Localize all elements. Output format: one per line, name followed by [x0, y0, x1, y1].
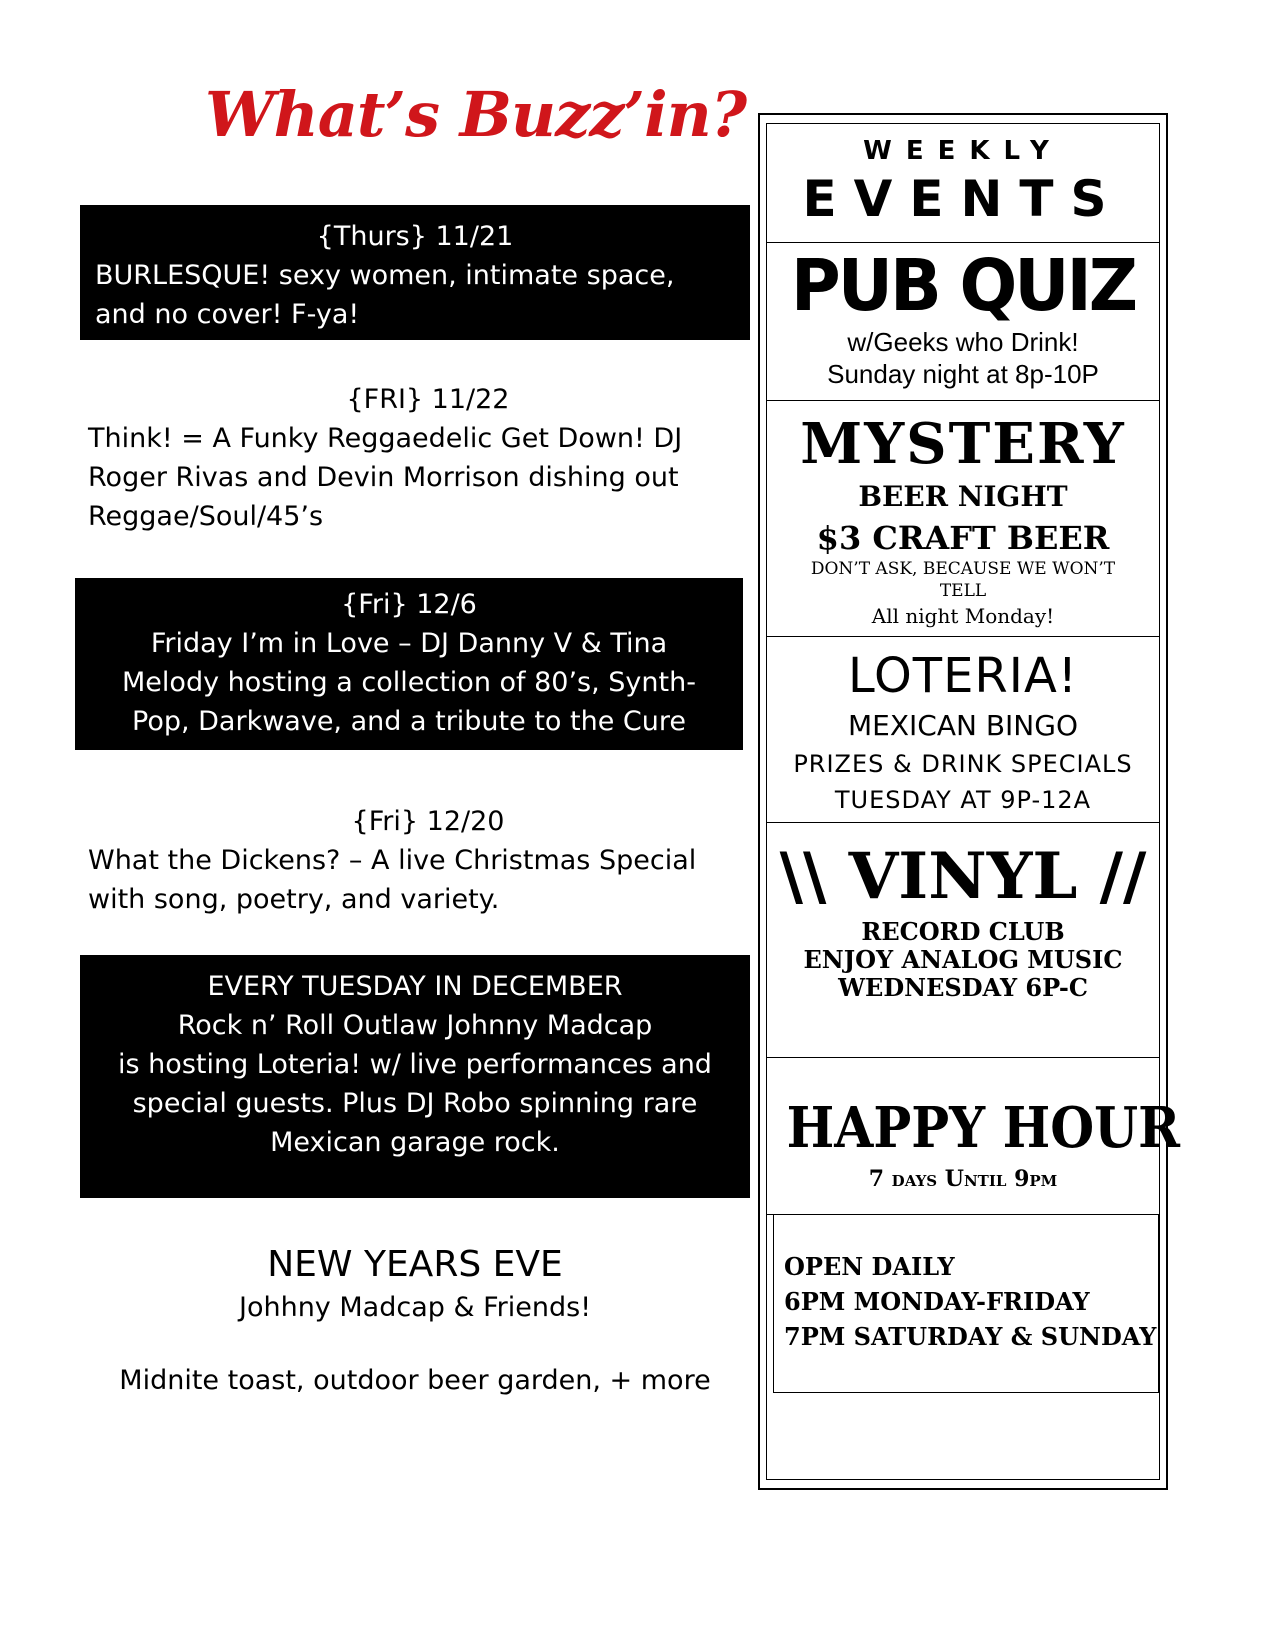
- pub-quiz-title: PUB QUIZ: [790, 245, 1136, 328]
- hours-line: 7PM SATURDAY & SUNDAY: [784, 1322, 1157, 1351]
- happy-hour-line: 7 days Until 9pm: [868, 1166, 1058, 1192]
- mystery-beer-section: [767, 400, 1159, 637]
- mystery-line: All night Monday!: [871, 604, 1055, 628]
- happy-hour-section: [767, 1057, 1181, 1215]
- event-line: is hosting Loteria! w/ live performances and: [118, 1049, 712, 1080]
- vinyl-line: RECORD CLUB: [861, 917, 1065, 946]
- weekly-events-panel: [758, 113, 1181, 1490]
- event-date: EVERY TUESDAY IN DECEMBER: [207, 971, 623, 1002]
- event-line: Midnite toast, outdoor beer garden, + more: [119, 1365, 711, 1396]
- mystery-line: $3 CRAFT BEER: [816, 519, 1110, 557]
- event-line: Friday I’m in Love – DJ Danny V & Tina: [150, 628, 668, 659]
- events-heading: EVENTS: [802, 170, 1124, 228]
- mystery-line: DON’T ASK, BECAUSE WE WON’T: [810, 559, 1116, 579]
- loteria-line: MEXICAN BINGO: [848, 709, 1078, 742]
- event-new-years-eve: [80, 1242, 750, 1400]
- mystery-title: MYSTERY: [800, 411, 1126, 477]
- event-line: Roger Rivas and Devin Morrison dishing out: [88, 462, 679, 493]
- event-line: Melody hosting a collection of 80’s, Synth-: [122, 667, 696, 698]
- event-fri-126: [75, 578, 743, 750]
- loteria-title: LOTERIA!: [847, 648, 1079, 704]
- vinyl-section: [767, 822, 1159, 1058]
- event-date: {Fri} 12/20: [351, 806, 505, 837]
- happy-hour-title: HAPPY HOUR: [786, 1095, 1181, 1161]
- pub-quiz-line: Sunday night at 8p-10P: [827, 359, 1099, 389]
- mystery-line: TELL: [939, 581, 987, 601]
- event-line: Rock n’ Roll Outlaw Johnny Madcap: [177, 1010, 653, 1041]
- pub-quiz-section: [767, 242, 1159, 401]
- page-title: What’s Buzz’in?: [205, 78, 747, 151]
- event-line: BURLESQUE! sexy women, intimate space,: [95, 260, 675, 291]
- vinyl-line: WEDNESDAY 6P-C: [838, 973, 1088, 1002]
- event-line: special guests. Plus DJ Robo spinning rare: [132, 1088, 698, 1119]
- vinyl-title: \\ VINYL //: [779, 839, 1147, 914]
- event-line: Reggae/Soul/45’s: [88, 501, 324, 532]
- weekly-heading: WEEKLY: [863, 136, 1063, 166]
- loteria-line: TUESDAY AT 9P-12A: [834, 786, 1092, 814]
- event-date: NEW YEARS EVE: [267, 1244, 563, 1285]
- opening-hours-box: [773, 1214, 1159, 1393]
- event-line: Think! = A Funky Reggaedelic Get Down! DJ: [88, 423, 683, 454]
- event-line: Pop, Darkwave, and a tribute to the Cure: [132, 706, 686, 737]
- event-date: {FRI} 11/22: [346, 384, 510, 415]
- mystery-line: BEER NIGHT: [858, 480, 1068, 513]
- event-line: with song, poetry, and variety.: [88, 884, 500, 915]
- pub-quiz-line: w/Geeks who Drink!: [847, 327, 1079, 357]
- vinyl-line: ENJOY ANALOG MUSIC: [803, 945, 1123, 974]
- event-line: Johhny Madcap & Friends!: [238, 1292, 592, 1323]
- event-date: {Fri} 12/6: [341, 589, 477, 620]
- hours-line: OPEN DAILY: [784, 1252, 955, 1281]
- event-fri-1220: [88, 802, 768, 919]
- hours-line: 6PM MONDAY-FRIDAY: [784, 1287, 1090, 1316]
- loteria-line: PRIZES & DRINK SPECIALS: [793, 750, 1133, 778]
- event-every-tuesday: [80, 955, 750, 1198]
- event-line: What the Dickens? – A live Christmas Special: [88, 845, 697, 876]
- loteria-section: [767, 636, 1159, 823]
- event-fri-1122: [88, 380, 768, 536]
- event-line: Mexican garage rock.: [270, 1127, 560, 1158]
- event-line: and no cover! F-ya!: [95, 299, 360, 330]
- event-date: {Thurs} 11/21: [316, 221, 514, 252]
- weekly-events-header: [767, 124, 1159, 243]
- event-thurs-1121: [80, 205, 750, 340]
